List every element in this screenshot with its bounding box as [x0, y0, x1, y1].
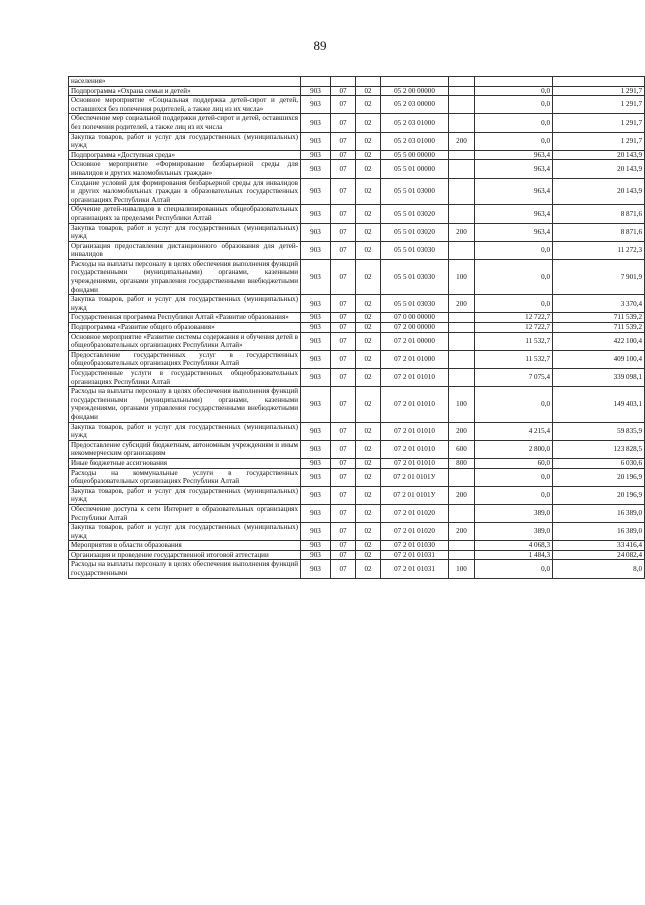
cell-amount-change: 963,4	[475, 160, 553, 178]
cell-subsection: 02	[356, 387, 381, 422]
cell-amount-total: 8 871,6	[553, 205, 645, 223]
cell-expense-type	[449, 205, 475, 223]
table-row	[69, 422, 645, 440]
cell-amount-change: 963,4	[475, 150, 553, 160]
cell-section: 07	[331, 132, 356, 150]
table-row	[69, 313, 645, 323]
cell-amount-change: 963,4	[475, 205, 553, 223]
cell-grbs	[301, 77, 331, 87]
cell-grbs: 903	[301, 241, 331, 259]
cell-expense-type	[449, 504, 475, 522]
cell-name: Иные бюджетные ассигнования	[69, 458, 301, 468]
cell-target-article: 05 5 01 03020	[381, 223, 449, 241]
cell-name: Подпрограмма «Доступная среда»	[69, 150, 301, 160]
cell-amount-change: 1 484,3	[475, 550, 553, 560]
cell-target-article: 05 2 03 01000	[381, 114, 449, 132]
cell-amount-total: 123 828,5	[553, 440, 645, 458]
table-row	[69, 387, 645, 422]
cell-section: 07	[331, 458, 356, 468]
table-row	[69, 114, 645, 132]
cell-expense-type	[449, 96, 475, 114]
cell-expense-type	[449, 313, 475, 323]
table-row	[69, 259, 645, 294]
cell-section: 07	[331, 295, 356, 313]
cell-target-article: 05 5 01 03030	[381, 241, 449, 259]
cell-amount-total: 3 370,4	[553, 295, 645, 313]
cell-amount-total: 16 389,0	[553, 523, 645, 541]
cell-subsection: 02	[356, 114, 381, 132]
cell-target-article: 07 2 01 0101У	[381, 468, 449, 486]
cell-expense-type: 600	[449, 440, 475, 458]
cell-amount-total: 20 196,9	[553, 486, 645, 504]
cell-name: Обучение детей-инвалидов в специализированных общеобразовательных организациях за пределами Республики Алтай	[69, 205, 301, 223]
cell-amount-total: 1 291,7	[553, 96, 645, 114]
cell-grbs: 903	[301, 458, 331, 468]
cell-subsection: 02	[356, 86, 381, 96]
cell-grbs: 903	[301, 541, 331, 551]
cell-section: 07	[331, 387, 356, 422]
cell-amount-change: 0,0	[475, 560, 553, 578]
cell-amount-total: 20 196,9	[553, 468, 645, 486]
cell-name: Расходы на выплаты персоналу в целях обеспечения выполнения функций государственными (муниципальными) органами, казенными учреждениями, органами управления государственными внебюджетными фондами	[69, 259, 301, 294]
cell-section: 07	[331, 86, 356, 96]
cell-target-article: 07 2 01 01031	[381, 550, 449, 560]
cell-target-article: 05 5 00 00000	[381, 150, 449, 160]
cell-amount-change: 11 532,7	[475, 332, 553, 350]
table-row	[69, 132, 645, 150]
cell-name: Предоставление государственных услуг в государственных общеобразовательных организациях Республики Алтай	[69, 350, 301, 368]
cell-section: 07	[331, 205, 356, 223]
cell-target-article: 07 2 01 01010	[381, 387, 449, 422]
cell-name: Организация предоставления дистанционного образования для детей-инвалидов	[69, 241, 301, 259]
cell-expense-type	[449, 350, 475, 368]
table-row	[69, 350, 645, 368]
cell-section: 07	[331, 523, 356, 541]
cell-name: Подпрограмма «Охрана семьи и детей»	[69, 86, 301, 96]
cell-subsection: 02	[356, 350, 381, 368]
cell-target-article: 05 5 01 03020	[381, 205, 449, 223]
cell-target-article: 07 2 01 01010	[381, 369, 449, 387]
table-row	[69, 541, 645, 551]
cell-target-article: 07 2 01 01031	[381, 560, 449, 578]
cell-grbs: 903	[301, 440, 331, 458]
cell-amount-change: 0,0	[475, 387, 553, 422]
cell-grbs: 903	[301, 323, 331, 333]
cell-subsection: 02	[356, 523, 381, 541]
cell-expense-type: 200	[449, 132, 475, 150]
cell-section: 07	[331, 223, 356, 241]
cell-section	[331, 77, 356, 87]
cell-subsection: 02	[356, 541, 381, 551]
cell-target-article: 05 5 01 03030	[381, 259, 449, 294]
cell-name: Предоставление субсидий бюджетным, автономным учреждениям и иным некоммерческим организациям	[69, 440, 301, 458]
cell-amount-total: 149 403,1	[553, 387, 645, 422]
cell-section: 07	[331, 114, 356, 132]
table-row	[69, 323, 645, 333]
cell-name: Основное мероприятие «Развитие системы содержания и обучения детей в общеобразовательных организациях Республики Алтай»	[69, 332, 301, 350]
cell-grbs: 903	[301, 550, 331, 560]
cell-expense-type	[449, 468, 475, 486]
page-number: 89	[313, 38, 327, 53]
cell-target-article: 07 2 01 01010	[381, 458, 449, 468]
cell-subsection: 02	[356, 160, 381, 178]
cell-amount-change: 0,0	[475, 96, 553, 114]
cell-section: 07	[331, 178, 356, 205]
cell-grbs: 903	[301, 114, 331, 132]
cell-section: 07	[331, 313, 356, 323]
cell-target-article	[381, 77, 449, 87]
cell-subsection: 02	[356, 150, 381, 160]
cell-amount-change	[475, 77, 553, 87]
cell-expense-type: 200	[449, 422, 475, 440]
cell-subsection: 02	[356, 486, 381, 504]
cell-section: 07	[331, 332, 356, 350]
cell-amount-change: 963,4	[475, 178, 553, 205]
cell-section: 07	[331, 150, 356, 160]
cell-name: Обеспечение доступа к сети Интернет в образовательных организациях Республики Алтай	[69, 504, 301, 522]
cell-grbs: 903	[301, 160, 331, 178]
cell-amount-change: 0,0	[475, 486, 553, 504]
cell-amount-total: 422 100,4	[553, 332, 645, 350]
cell-amount-change: 0,0	[475, 468, 553, 486]
table-row	[69, 504, 645, 522]
cell-subsection: 02	[356, 468, 381, 486]
table-row	[69, 560, 645, 578]
cell-amount-total: 20 143,9	[553, 150, 645, 160]
table-row	[69, 77, 645, 87]
cell-amount-total: 33 416,4	[553, 541, 645, 551]
cell-amount-change: 0,0	[475, 259, 553, 294]
cell-amount-change: 389,0	[475, 504, 553, 522]
table-row	[69, 523, 645, 541]
cell-name: Закупка товаров, работ и услуг для государственных (муниципальных) нужд	[69, 295, 301, 313]
cell-subsection: 02	[356, 440, 381, 458]
table-row	[69, 458, 645, 468]
cell-expense-type	[449, 332, 475, 350]
cell-amount-change: 7 075,4	[475, 369, 553, 387]
cell-amount-change: 0,0	[475, 86, 553, 96]
cell-name: Расходы на коммунальные услуги в государственных общеобразовательных организациях Республики Алтай	[69, 468, 301, 486]
cell-expense-type	[449, 160, 475, 178]
cell-expense-type	[449, 114, 475, 132]
cell-grbs: 903	[301, 150, 331, 160]
cell-grbs: 903	[301, 96, 331, 114]
budget-table	[68, 76, 645, 579]
cell-amount-total: 20 143,9	[553, 160, 645, 178]
cell-target-article: 05 5 01 00000	[381, 160, 449, 178]
cell-subsection: 02	[356, 241, 381, 259]
table-row	[69, 150, 645, 160]
cell-amount-change: 2 800,0	[475, 440, 553, 458]
cell-expense-type: 800	[449, 458, 475, 468]
cell-target-article: 07 2 01 01000	[381, 350, 449, 368]
cell-expense-type	[449, 550, 475, 560]
cell-section: 07	[331, 241, 356, 259]
cell-target-article: 07 2 01 01010	[381, 440, 449, 458]
cell-expense-type	[449, 541, 475, 551]
table-row	[69, 86, 645, 96]
cell-target-article: 07 2 01 0101У	[381, 486, 449, 504]
cell-amount-total: 16 389,0	[553, 504, 645, 522]
cell-expense-type	[449, 178, 475, 205]
cell-expense-type	[449, 323, 475, 333]
cell-subsection: 02	[356, 96, 381, 114]
cell-grbs: 903	[301, 223, 331, 241]
cell-name: Закупка товаров, работ и услуг для государственных (муниципальных) нужд	[69, 132, 301, 150]
cell-name: Закупка товаров, работ и услуг для государственных (муниципальных) нужд	[69, 523, 301, 541]
cell-amount-total: 20 143,9	[553, 178, 645, 205]
cell-amount-change: 389,0	[475, 523, 553, 541]
cell-section: 07	[331, 468, 356, 486]
cell-subsection: 02	[356, 259, 381, 294]
cell-expense-type: 100	[449, 560, 475, 578]
cell-amount-total	[553, 77, 645, 87]
cell-expense-type	[449, 77, 475, 87]
cell-name: Обеспечение мер социальной поддержки детей-сирот и детей, оставшихся без попечения родителей, а также лиц из их числа	[69, 114, 301, 132]
cell-name: Мероприятия в области образования	[69, 541, 301, 551]
cell-expense-type	[449, 369, 475, 387]
table-row	[69, 332, 645, 350]
cell-grbs: 903	[301, 295, 331, 313]
cell-subsection: 02	[356, 369, 381, 387]
cell-target-article: 07 2 01 01010	[381, 422, 449, 440]
cell-grbs: 903	[301, 468, 331, 486]
cell-target-article: 07 2 01 00000	[381, 332, 449, 350]
table-row	[69, 241, 645, 259]
cell-name: Создание условий для формирования безбарьерной среды для инвалидов и других маломобильных граждан в образовательных государственных организациях Республики Алтай	[69, 178, 301, 205]
cell-amount-total: 11 272,3	[553, 241, 645, 259]
cell-amount-change: 0,0	[475, 132, 553, 150]
cell-section: 07	[331, 96, 356, 114]
cell-target-article: 07 2 01 01030	[381, 541, 449, 551]
cell-subsection: 02	[356, 458, 381, 468]
cell-name: Государственные услуги в государственных общеобразовательных организациях Республики Алтай	[69, 369, 301, 387]
table-row	[69, 550, 645, 560]
cell-amount-total: 409 100,4	[553, 350, 645, 368]
cell-grbs: 903	[301, 504, 331, 522]
cell-amount-total: 24 082,4	[553, 550, 645, 560]
cell-section: 07	[331, 350, 356, 368]
cell-expense-type: 100	[449, 387, 475, 422]
cell-target-article: 05 5 01 03030	[381, 295, 449, 313]
cell-name: населения»	[69, 77, 301, 87]
cell-subsection: 02	[356, 560, 381, 578]
cell-expense-type: 100	[449, 259, 475, 294]
cell-name: Организация и проведение государственной итоговой аттестации	[69, 550, 301, 560]
cell-name: Закупка товаров, работ и услуг для государственных (муниципальных) нужд	[69, 486, 301, 504]
table-row	[69, 96, 645, 114]
table-row	[69, 205, 645, 223]
cell-subsection: 02	[356, 295, 381, 313]
cell-target-article: 07 0 00 00000	[381, 313, 449, 323]
cell-name: Закупка товаров, работ и услуг для государственных (муниципальных) нужд	[69, 223, 301, 241]
cell-grbs: 903	[301, 259, 331, 294]
table-row	[69, 295, 645, 313]
cell-section: 07	[331, 440, 356, 458]
cell-subsection: 02	[356, 323, 381, 333]
cell-expense-type	[449, 150, 475, 160]
cell-amount-total: 339 098,1	[553, 369, 645, 387]
cell-subsection: 02	[356, 132, 381, 150]
cell-expense-type	[449, 86, 475, 96]
cell-grbs: 903	[301, 422, 331, 440]
cell-amount-total: 8 871,6	[553, 223, 645, 241]
cell-subsection	[356, 77, 381, 87]
cell-grbs: 903	[301, 523, 331, 541]
cell-subsection: 02	[356, 550, 381, 560]
cell-amount-total: 7 901,9	[553, 259, 645, 294]
cell-name: Закупка товаров, работ и услуг для государственных (муниципальных) нужд	[69, 422, 301, 440]
cell-target-article: 05 2 00 00000	[381, 86, 449, 96]
cell-amount-total: 1 291,7	[553, 114, 645, 132]
cell-name: Расходы на выплаты персоналу в целях обеспечения выполнения функций государственными	[69, 560, 301, 578]
cell-amount-change: 0,0	[475, 295, 553, 313]
cell-target-article: 07 2 01 01020	[381, 523, 449, 541]
table-row	[69, 440, 645, 458]
table-row	[69, 223, 645, 241]
cell-amount-total: 6 030,6	[553, 458, 645, 468]
cell-grbs: 903	[301, 332, 331, 350]
cell-section: 07	[331, 259, 356, 294]
cell-grbs: 903	[301, 387, 331, 422]
cell-expense-type: 200	[449, 223, 475, 241]
cell-subsection: 02	[356, 178, 381, 205]
cell-section: 07	[331, 422, 356, 440]
cell-amount-total: 59 835,9	[553, 422, 645, 440]
cell-expense-type: 200	[449, 523, 475, 541]
cell-amount-total: 711 539,2	[553, 313, 645, 323]
cell-amount-total: 711 539,2	[553, 323, 645, 333]
cell-target-article: 05 5 01 03000	[381, 178, 449, 205]
cell-amount-change: 0,0	[475, 114, 553, 132]
table-row	[69, 369, 645, 387]
cell-name: Расходы на выплаты персоналу в целях обеспечения выполнения функций государственными (муниципальными) органами, казенными учреждениями, органами управления государственными внебюджетными фондами	[69, 387, 301, 422]
cell-grbs: 903	[301, 313, 331, 323]
cell-expense-type: 200	[449, 295, 475, 313]
cell-section: 07	[331, 369, 356, 387]
cell-target-article: 05 2 03 01000	[381, 132, 449, 150]
cell-subsection: 02	[356, 205, 381, 223]
table-row	[69, 160, 645, 178]
cell-section: 07	[331, 160, 356, 178]
cell-expense-type: 200	[449, 486, 475, 504]
cell-amount-total: 8,0	[553, 560, 645, 578]
cell-target-article: 07 2 01 01020	[381, 504, 449, 522]
cell-amount-change: 963,4	[475, 223, 553, 241]
cell-grbs: 903	[301, 86, 331, 96]
cell-grbs: 903	[301, 178, 331, 205]
cell-amount-total: 1 291,7	[553, 86, 645, 96]
cell-section: 07	[331, 504, 356, 522]
cell-target-article: 07 2 00 00000	[381, 323, 449, 333]
cell-subsection: 02	[356, 422, 381, 440]
table-row	[69, 486, 645, 504]
cell-name: Основное мероприятие «Социальная поддержка детей-сирот и детей, оставшихся без попечения родителей, а также лиц из их числа»	[69, 96, 301, 114]
cell-name: Государственная программа Республики Алтай «Развитие образования»	[69, 313, 301, 323]
cell-subsection: 02	[356, 504, 381, 522]
cell-amount-total: 1 291,7	[553, 132, 645, 150]
cell-section: 07	[331, 323, 356, 333]
cell-grbs: 903	[301, 486, 331, 504]
cell-amount-change: 60,0	[475, 458, 553, 468]
cell-grbs: 903	[301, 369, 331, 387]
cell-name: Основное мероприятие «Формирование безбарьерной среды для инвалидов и других маломобильных граждан»	[69, 160, 301, 178]
table-row	[69, 178, 645, 205]
cell-expense-type	[449, 241, 475, 259]
cell-amount-change: 12 722,7	[475, 313, 553, 323]
cell-amount-change: 0,0	[475, 241, 553, 259]
cell-amount-change: 11 532,7	[475, 350, 553, 368]
cell-grbs: 903	[301, 560, 331, 578]
cell-subsection: 02	[356, 332, 381, 350]
cell-section: 07	[331, 550, 356, 560]
cell-subsection: 02	[356, 313, 381, 323]
cell-grbs: 903	[301, 205, 331, 223]
cell-subsection: 02	[356, 223, 381, 241]
cell-section: 07	[331, 486, 356, 504]
cell-name: Подпрограмма «Развитие общего образования»	[69, 323, 301, 333]
cell-target-article: 05 2 03 00000	[381, 96, 449, 114]
cell-grbs: 903	[301, 132, 331, 150]
cell-grbs: 903	[301, 350, 331, 368]
cell-section: 07	[331, 560, 356, 578]
cell-amount-change: 4 068,3	[475, 541, 553, 551]
cell-amount-change: 12 722,7	[475, 323, 553, 333]
table-row	[69, 468, 645, 486]
cell-section: 07	[331, 541, 356, 551]
cell-amount-change: 4 215,4	[475, 422, 553, 440]
